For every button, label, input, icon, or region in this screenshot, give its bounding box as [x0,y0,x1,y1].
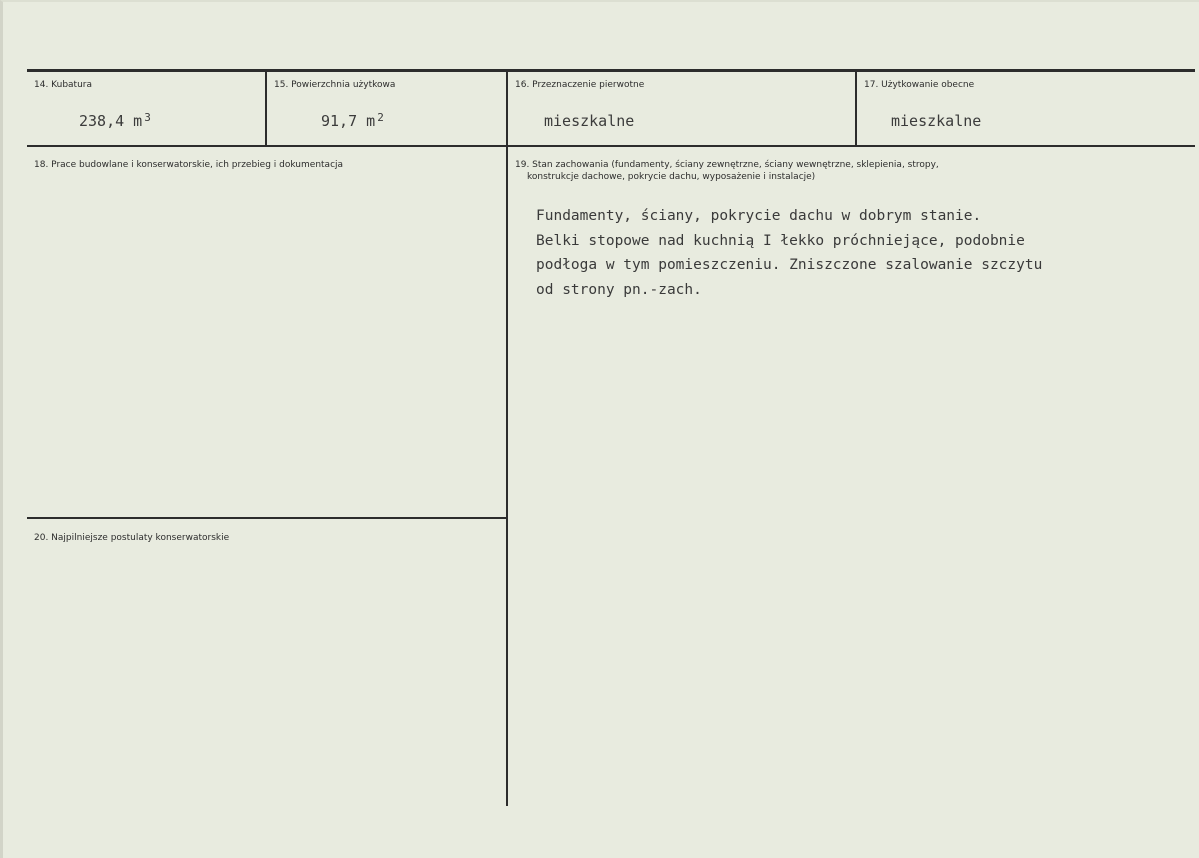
field-19-line: Fundamenty, ściany, pokrycie dachu w dobrym stanie. [536,208,982,224]
field-14-label: 14. Kubatura [34,80,93,90]
row-divider-rule [27,145,1195,147]
field-17-value: mieszkalne [891,112,982,130]
section-18-20-divider [27,517,508,519]
field-16-value: mieszkalne [544,112,635,130]
field-17-label: 17. Użytkowanie obecne [864,80,975,90]
field-19-text [536,204,1042,302]
field-15-unit-exponent: 2 [377,111,384,124]
field-19-label-line2: konstrukcje dachowe, pokrycie dachu, wyposażenie i instalacje) [527,172,816,182]
field-15-value [321,112,384,130]
field-19-label-line1: 19. Stan zachowania (fundamenty, ściany zewnętrzne, ściany wewnętrzne, sklepienia, stropy, [515,160,939,170]
field-19-line: od strony pn.-zach. [536,281,702,298]
field-19-line: podłoga w tym pomieszczeniu. Zniszczone szalowanie szczytu [536,257,1043,273]
field-18-label: 18. Prace budowlane i konserwatorskie, ich przebieg i dokumentacja [34,160,344,170]
top-rule [27,69,1195,72]
field-14-value [79,112,151,130]
col-divider-14-15 [265,72,267,146]
field-14-value-text: 238,4 m [79,112,143,130]
field-19-line: Belki stopowe nad kuchnią I łekko próchniejące, podobnie [536,232,1025,249]
field-16-label: 16. Przeznaczenie pierwotne [515,80,645,90]
col-divider-15-16 [506,72,508,806]
field-15-value-text: 91,7 m [321,112,376,130]
field-14-unit-exponent: 3 [144,111,151,124]
col-divider-16-17 [855,72,857,146]
field-20-label: 20. Najpilniejsze postulaty konserwatorskie [34,533,230,543]
field-15-label: 15. Powierzchnia użytkowa [274,80,396,90]
